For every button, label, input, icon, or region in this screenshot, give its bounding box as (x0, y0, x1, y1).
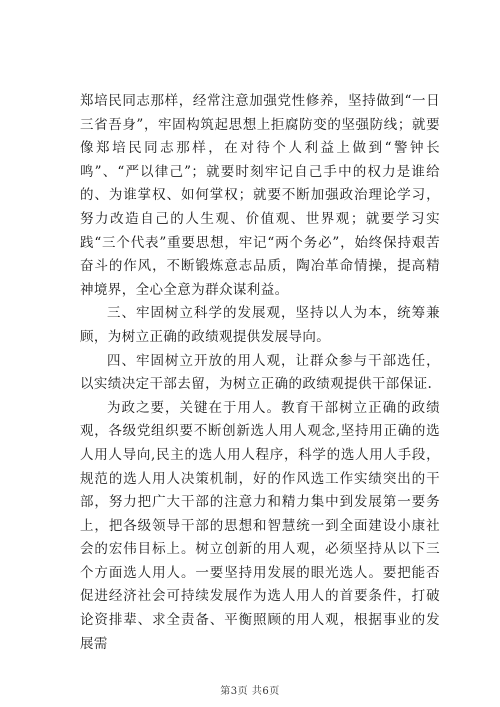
paragraph-section-four: 四、牢固树立开放的用人观，让群众参与干部选任，以实绩决定干部去留，为树立正确的政绩观提供干部保证. (80, 352, 440, 393)
paragraph-section-three: 三、牢固树立科学的发展观，坚持以人为本，统筹兼顾，为树立正确的政绩观提供发展导向。 (80, 305, 440, 345)
document-body (80, 90, 440, 656)
paragraph-governance: 为政之要，关键在于用人。教育干部树立正确的政绩观，各级党组织要不断创新选人用人观念,坚持用正确的选人用人导向,民主的选人用人程序，科学的选人用人手段，规范的选人用人决策机制，好的作风选工作实绩突出的干部，努力把广大干部的注意力和精力集中到发展第一要务上，把各级领导干部的思想和智慧统一到全面建设小康社会的宏伟目标上。树立创新的用人观，必须坚持从以下三个方面选人用人。一要坚持用发展的眼光选人。要把能否促进经济社会可持续发展作为选人用人的首要条件，打破论资排辈、求全责备、平衡照顾的用人观，根据事业的发展需 (80, 399, 440, 652)
paragraph-continuation: 郑培民同志那样，经常注意加强党性修养，坚持做到“一日三省吾身”，牢固构筑起思想上拒腐防变的坚强防线；就要像郑培民同志那样，在对待个人利益上做到“警钟长鸣”、“严以律己”；就要时刻牢记自己手中的权力是谁给的、为谁掌权、如何掌权；就要不断加强政治理论学习，努力改造自己的人生观、价值观、世界观；就要学习实践“三个代表”重要思想，牢记“两个务必”，始终保持艰苦奋斗的作风，不断锻炼意志品质，陶冶革命情操，提高精神境界，全心全意为群众谋利益。 (80, 93, 440, 298)
page-number-footer: 第3页 共6页 (220, 686, 280, 697)
